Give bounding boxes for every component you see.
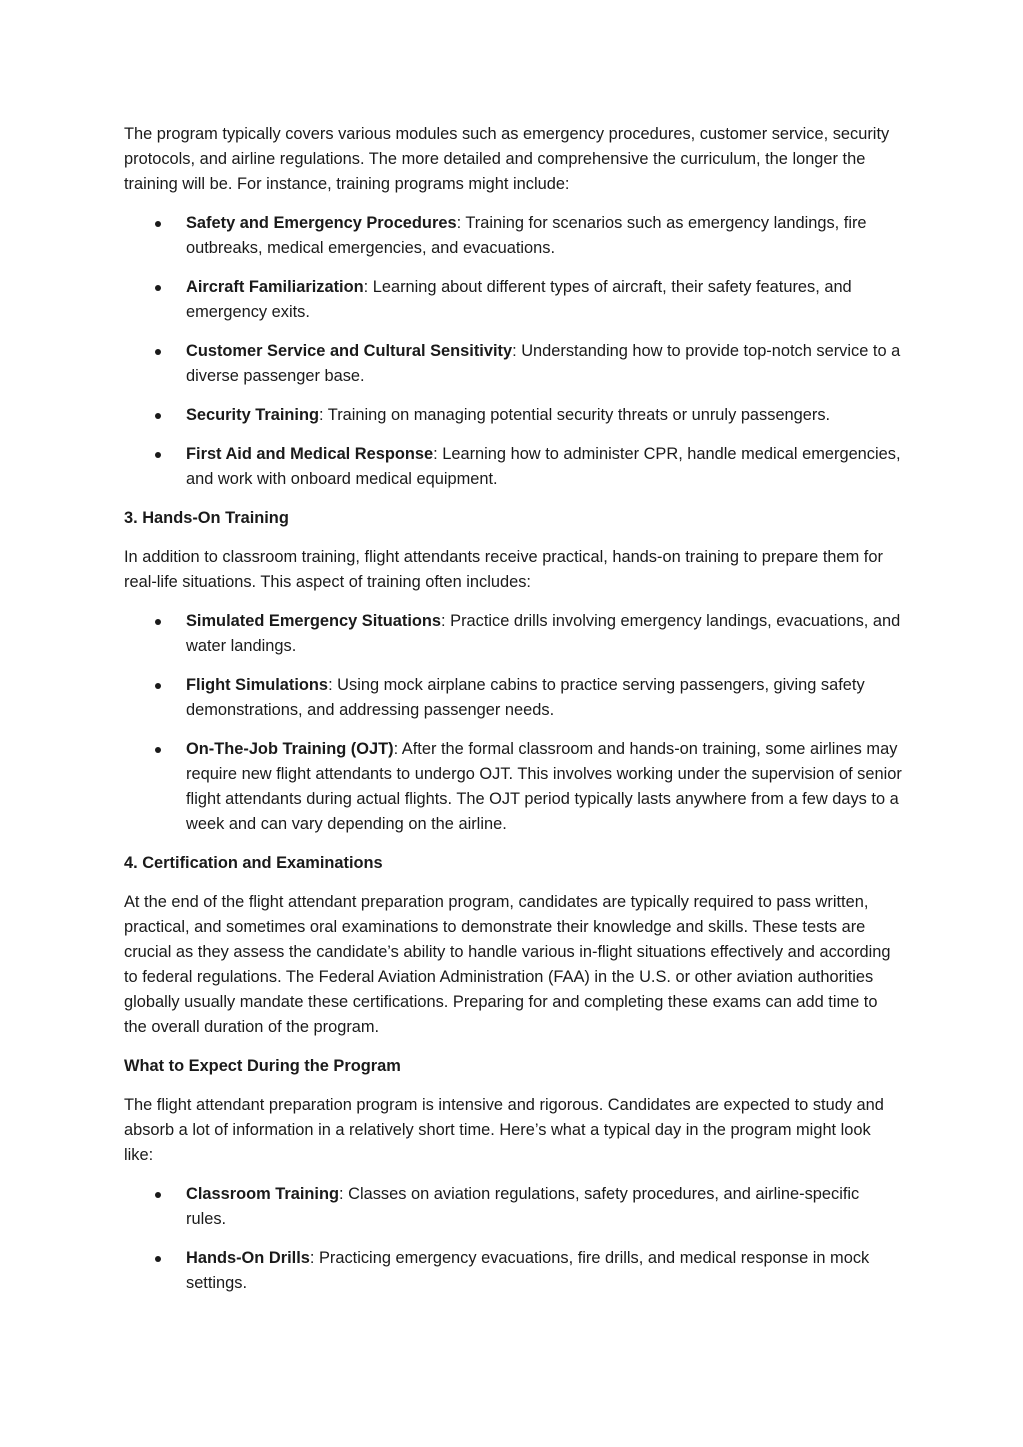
bullet-icon (155, 1192, 161, 1198)
list-item (124, 609, 902, 659)
item-description: : Practicing emergency evacuations, fire drills, and medical response in mock settings. (186, 1249, 870, 1292)
bullet-icon (155, 413, 161, 419)
list-item (124, 275, 902, 325)
item-description: : Classes on aviation regulations, safety procedures, and airline-specific rules. (186, 1185, 860, 1228)
expect-paragraph: The flight attendant preparation program is intensive and rigorous. Candidates are expected to study and absorb a lot of information in a relatively short time. Here’s what a typical day in the program might look like: (124, 1096, 884, 1164)
list-item (124, 673, 902, 723)
item-description: : Using mock airplane cabins to practice serving passengers, giving safety demonstrations, and addressing passenger needs. (186, 676, 865, 719)
item-description: : Practice drills involving emergency landings, evacuations, and water landings. (186, 612, 901, 655)
hands-on-list (124, 609, 902, 837)
item-term: On-The-Job Training (OJT) (186, 740, 394, 758)
expect-list (124, 1182, 902, 1296)
hands-on-paragraph: In addition to classroom training, flight attendants receive practical, hands-on training to prepare them for real-life situations. This aspect of training often includes: (124, 548, 883, 591)
item-term: Customer Service and Cultural Sensitivity (186, 342, 513, 360)
item-description: : Training on managing potential security threats or unruly passengers. (318, 406, 831, 424)
item-description: : Learning about different types of aircraft, their safety features, and emergency exits. (186, 278, 852, 321)
item-description: : Understanding how to provide top-notch service to a diverse passenger base. (186, 342, 901, 385)
section-heading-hands-on: 3. Hands-On Training (124, 509, 289, 527)
item-description: : Training for scenarios such as emergency landings, fire outbreaks, medical emergencies, and evacuations. (186, 214, 867, 257)
item-description: : Learning how to administer CPR, handle medical emergencies, and work with onboard medical equipment. (186, 445, 901, 488)
document-page (124, 122, 902, 1310)
item-term: Aircraft Familiarization (186, 278, 364, 296)
intro-paragraph: The program typically covers various modules such as emergency procedures, customer service, security protocols, and airline regulations. The more detailed and comprehensive the curriculum, the longer the training will be. For instance, training programs might include: (124, 125, 890, 193)
modules-list (124, 211, 902, 492)
list-item (124, 403, 902, 428)
bullet-icon (155, 683, 161, 689)
list-item (124, 339, 902, 389)
bullet-icon (155, 349, 161, 355)
bullet-icon (155, 747, 161, 753)
bullet-icon (155, 1256, 161, 1262)
item-term: Classroom Training (186, 1185, 340, 1203)
section-heading-expect: What to Expect During the Program (124, 1057, 401, 1075)
item-term: Security Training (186, 406, 319, 424)
certification-paragraph: At the end of the flight attendant preparation program, candidates are typically required to pass written, practical, and sometimes oral examinations to demonstrate their knowledge and skills. These tests are crucial as they assess the candidate’s ability to handle various in-flight situations effectively and according to federal regulations. The Federal Aviation Administration (FAA) in the U.S. or other aviation authorities globally usually mandate these certifications. Preparing for and completing these exams can add time to the overall duration of the program. (124, 893, 891, 1036)
item-term: Simulated Emergency Situations (186, 612, 442, 630)
list-item (124, 442, 902, 492)
item-term: Flight Simulations (186, 676, 329, 694)
item-term: Hands-On Drills (186, 1249, 310, 1267)
item-description: : After the formal classroom and hands-on training, some airlines may require new flight attendants to undergo OJT. This involves working under the supervision of senior flight attendants during actual flights. The OJT period typically lasts anywhere from a few days to a week and can vary depending on the airline. (186, 740, 902, 833)
section-heading-certification: 4. Certification and Examinations (124, 854, 383, 872)
item-term: Safety and Emergency Procedures (186, 214, 457, 232)
list-item (124, 737, 902, 837)
item-term: First Aid and Medical Response (186, 445, 434, 463)
bullet-icon (155, 619, 161, 625)
bullet-icon (155, 221, 161, 227)
list-item (124, 211, 902, 261)
list-item (124, 1246, 902, 1296)
list-item (124, 1182, 902, 1232)
bullet-icon (155, 285, 161, 291)
bullet-icon (155, 452, 161, 458)
